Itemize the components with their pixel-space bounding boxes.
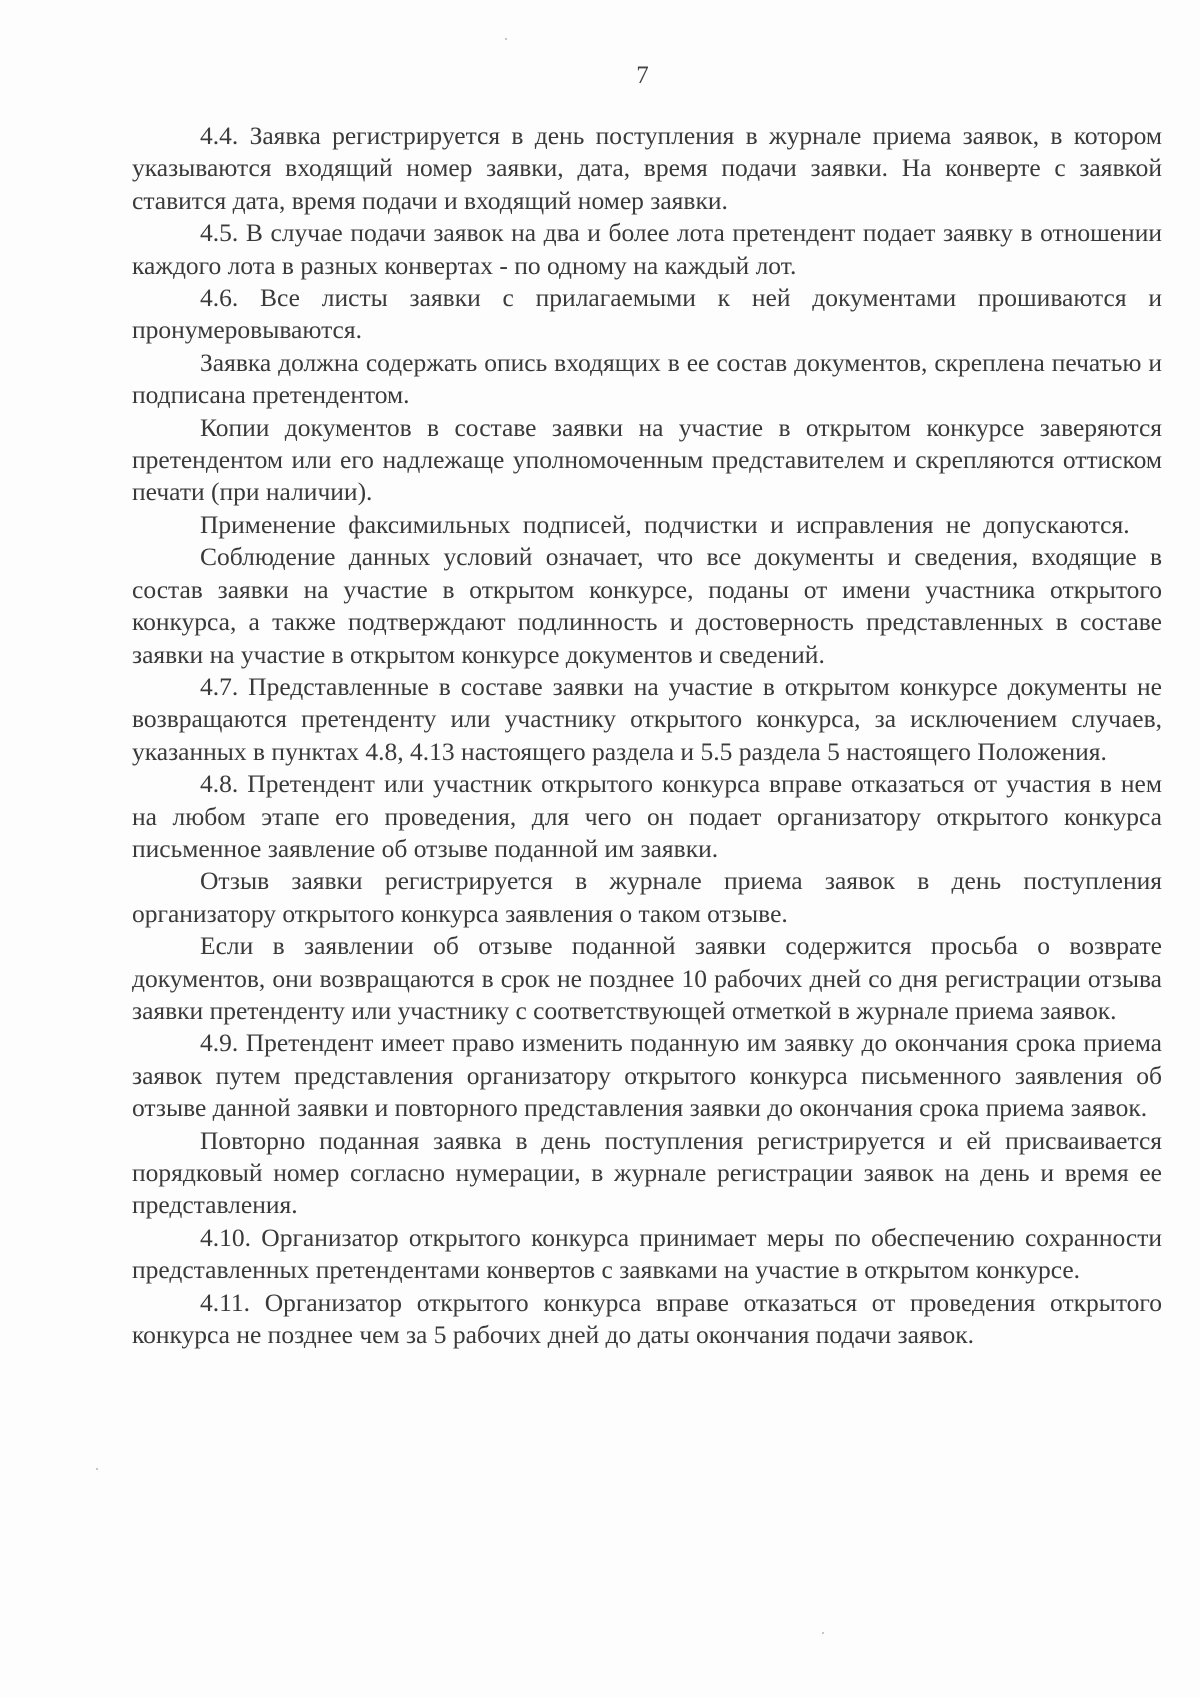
paragraph-4-11: 4.11. Организатор открытого конкурса вправе отказаться от проведения открытого конкурса не позднее чем за 5 рабочих дней до даты окончания подачи заявок. [132, 1287, 1162, 1350]
page-number: 7 [636, 62, 649, 89]
paragraph-4-4: 4.4. Заявка регистрируется в день поступления в журнале приема заявок, в котором указываются входящий номер заявки, дата, время подачи заявки. На конверте с заявкой ставится дата, время подачи и входящий номер заявки. [132, 121, 1162, 215]
paragraph-4-7: 4.7. Представленные в составе заявки на участие в открытом конкурсе документы не возвращаются претенденту или участнику открытого конкурса, за исключением случаев, указанных в пунктах 4.8, 4.13 настоящего раздела и 5.5 раздела 5 настоящего Положения. [132, 671, 1162, 766]
paragraph-4-8-return: Если в заявлении об отзыве поданной заявки содержится просьба о возврате документов, они возвращаются в срок не позднее 10 рабочих дней со дня регистрации отзыва заявки претенденту или участнику с соответствующей отметкой в журнале приема заявок. [132, 931, 1162, 1025]
scan-speck [822, 1632, 824, 1634]
paragraph-4-6: 4.6. Все листы заявки с прилагаемыми к ней документами прошиваются и пронумеровываются. [132, 283, 1162, 345]
document-body [132, 120, 1162, 1351]
scan-speck [505, 38, 507, 40]
paragraph-4-6-compliance: Соблюдение данных условий означает, что все документы и сведения, входящие в состав заявки на участие в открытом конкурсе, поданы от имени участника открытого конкурса, а также подтверждают подлинность и достоверность представленных в составе заявки на участие в открытом конкурсе документов и сведений. [132, 542, 1162, 669]
paragraph-4-6-inventory: Заявка должна содержать опись входящих в ее состав документов, скреплена печатью и подписана претендентом. [132, 347, 1162, 410]
paragraph-4-6-facsimile: Применение факсимильных подписей, подчистки и исправления не допускаются. [200, 509, 1130, 539]
paragraph-4-10: 4.10. Организатор открытого конкурса принимает меры по обеспечению сохранности представленных претендентами конвертов с заявками на участие в открытом конкурсе. [132, 1222, 1162, 1285]
scan-speck [96, 1468, 98, 1470]
paragraph-4-8-registration: Отзыв заявки регистрируется в журнале приема заявок в день поступления организатору открытого конкурса заявления о таком отзыве. [132, 866, 1162, 928]
paragraph-4-6-copies: Копии документов в составе заявки на участие в открытом конкурсе заверяются претендентом или его надлежаще уполномоченным представителем и скрепляются оттиском печати (при наличии). [132, 412, 1162, 507]
paragraph-4-8: 4.8. Претендент или участник открытого конкурса вправе отказаться от участия в нем на любом этапе его проведения, для чего он подает организатору открытого конкурса письменное заявление об отзыве поданной им заявки. [132, 769, 1162, 863]
paragraph-4-9: 4.9. Претендент имеет право изменить поданную им заявку до окончания срока приема заявок путем представления организатору открытого конкурса письменного заявления об отзыве данной заявки и повторного представления заявки до окончания срока приема заявок. [132, 1028, 1162, 1123]
paragraph-4-5: 4.5. В случае подачи заявок на два и более лота претендент подает заявку в отношении каждого лота в разных конвертах - по одному на каждый лот. [132, 218, 1162, 280]
paragraph-4-9-resubmission: Повторно поданная заявка в день поступления регистрируется и ей присваивается порядковый номер согласно нумерации, в журнале регистрации заявок на день и время ее представления. [132, 1125, 1162, 1220]
